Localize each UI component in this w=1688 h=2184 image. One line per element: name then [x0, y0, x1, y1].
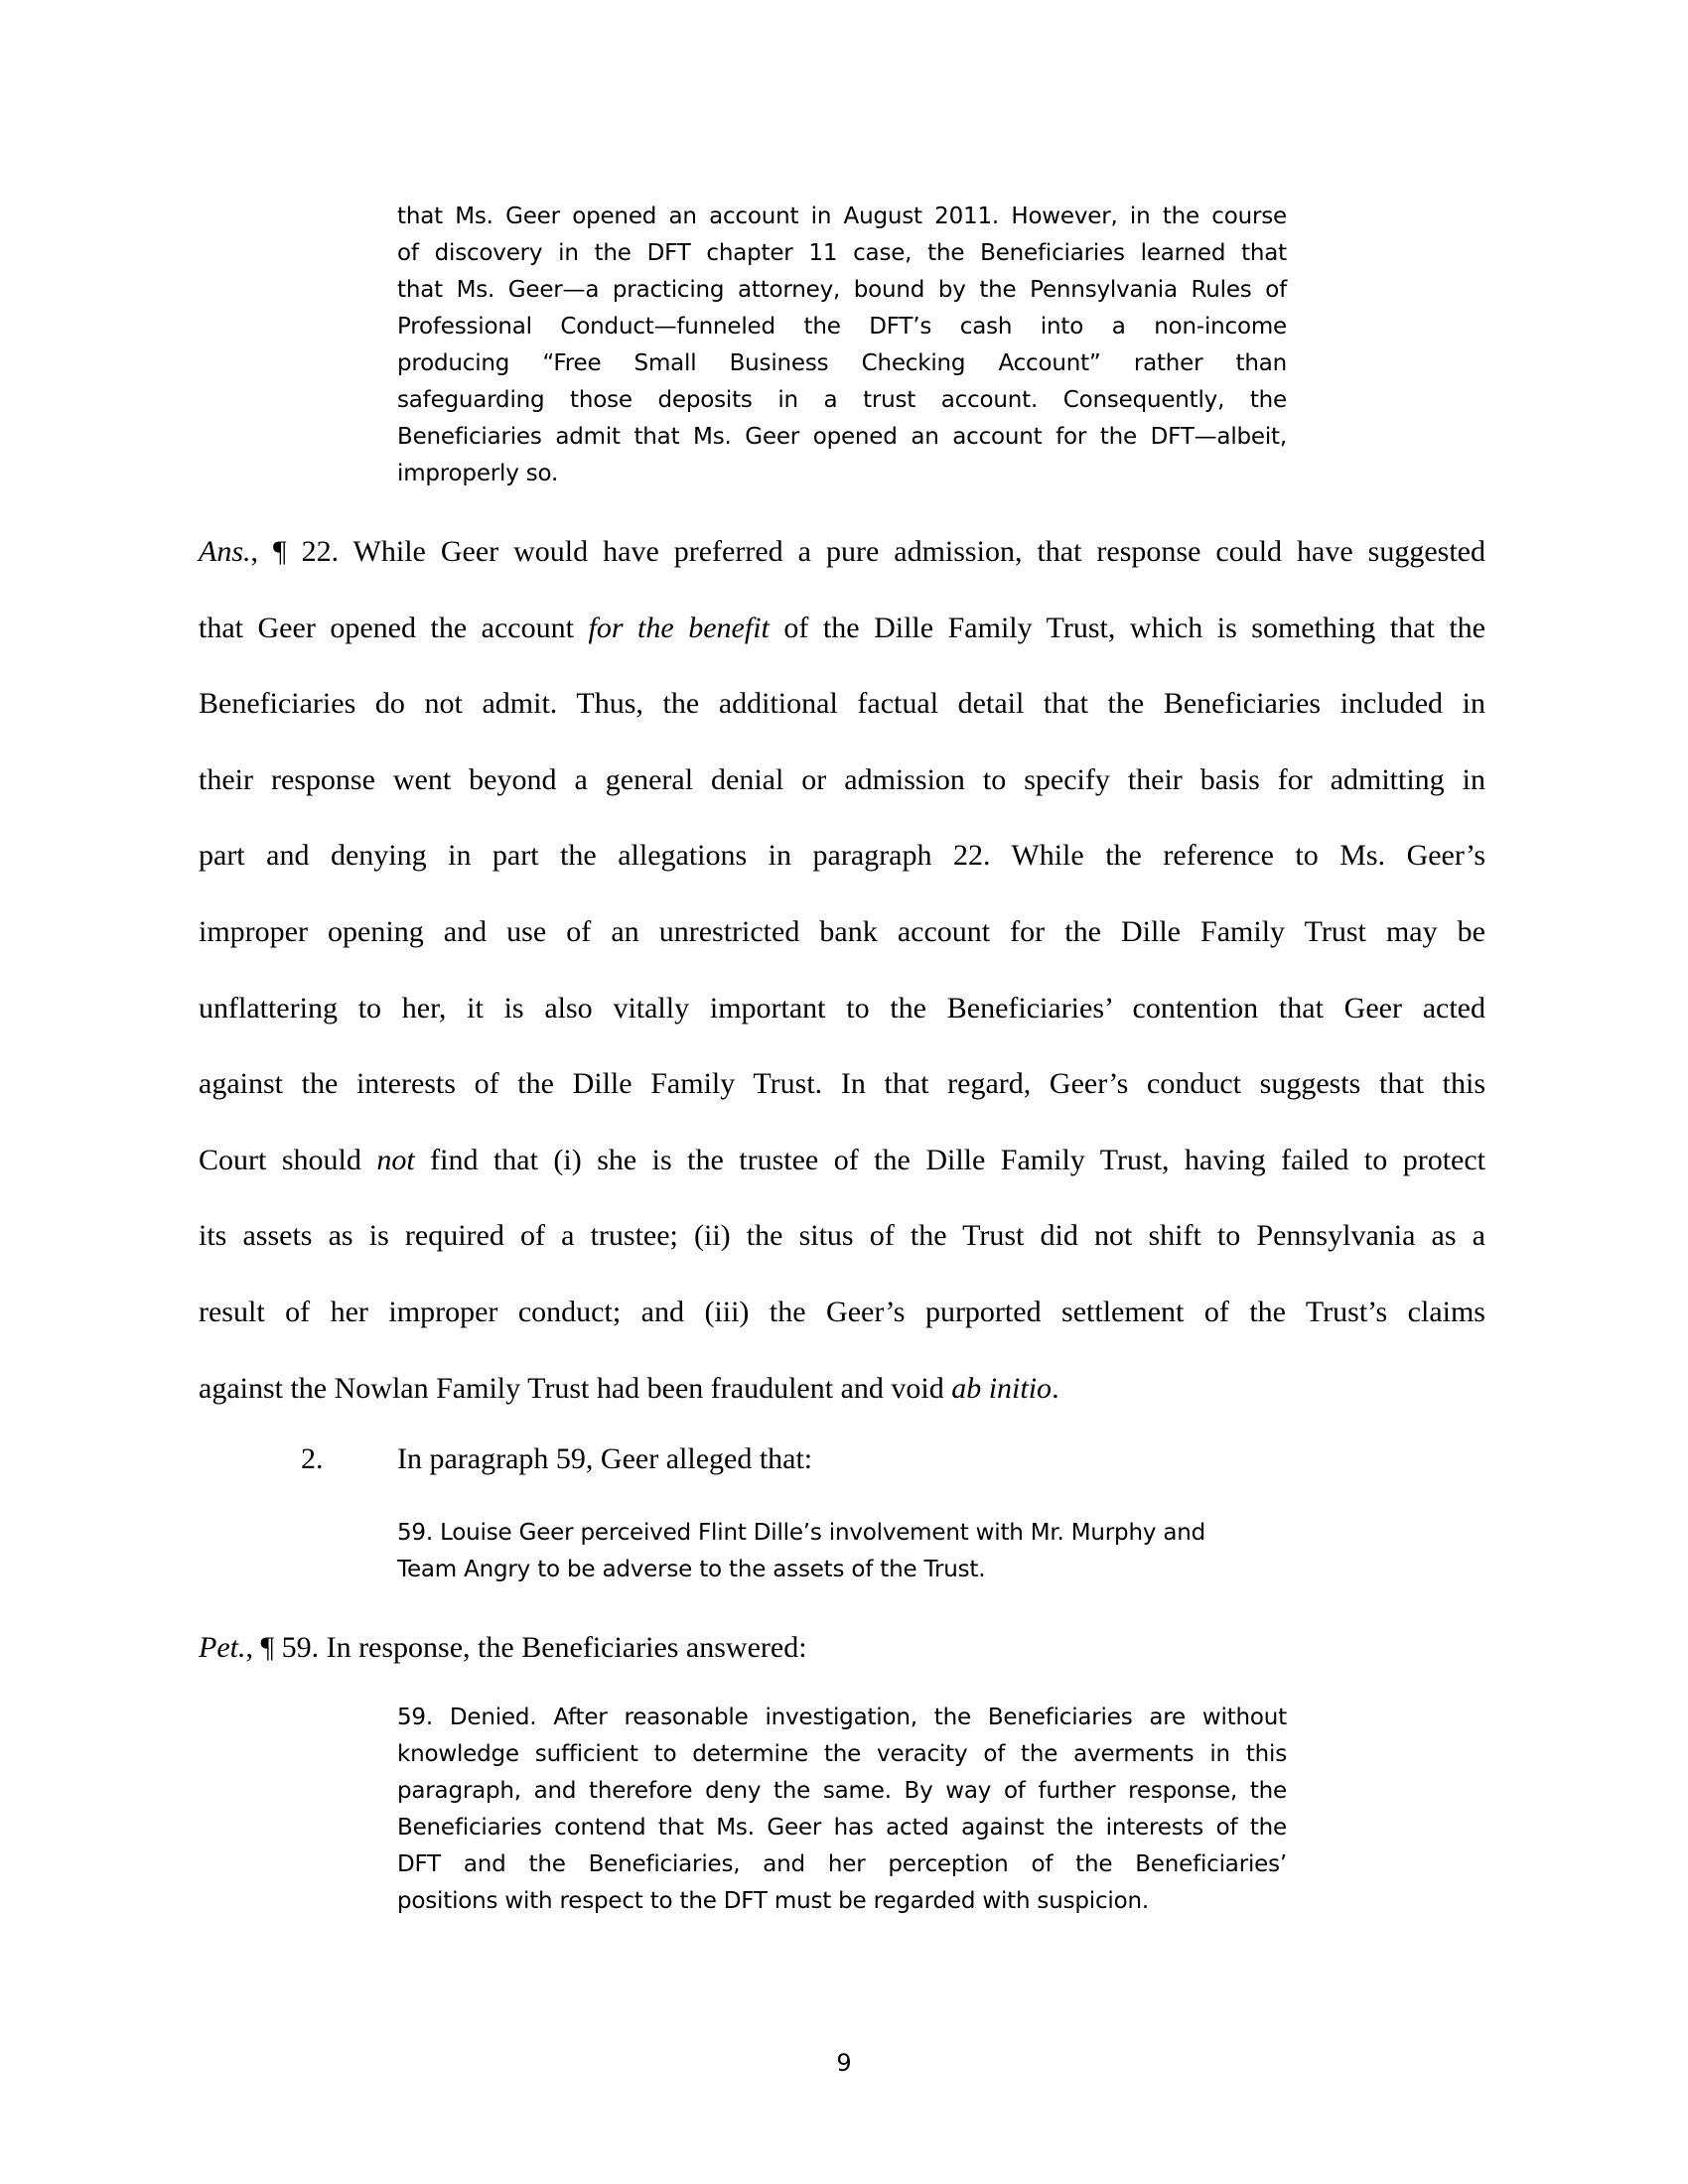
- citation: Ans.: [199, 535, 251, 568]
- block-quote-petition-59: [397, 1515, 1287, 1588]
- paragraph-line: Beneficiaries do not admit. Thus, the additional factual detail that the Beneficiaries included in: [199, 687, 1485, 721]
- numbered-paragraph-2: [301, 1439, 812, 1479]
- paragraph-number: 2.: [301, 1442, 324, 1475]
- quote-line: Professional Conduct—funneled the DFT’s cash into a non-income: [397, 314, 1287, 340]
- quote-line: paragraph, and therefore deny the same. By way of further response, the: [397, 1778, 1287, 1804]
- paragraph-line: against the interests of the Dille Family Trust. In that regard, Geer’s conduct suggests that this: [199, 1067, 1485, 1101]
- emphasis: not: [376, 1143, 415, 1176]
- body-paragraph-pet: Pet., ¶ 59. In response, the Beneficiaries answered:: [199, 1631, 807, 1664]
- paragraph-text: In paragraph 59, Geer alleged that:: [397, 1442, 813, 1475]
- quote-line: safeguarding those deposits in a trust account. Consequently, the: [397, 387, 1287, 413]
- body-paragraph: [199, 514, 1485, 1427]
- emphasis: for the benefit: [588, 611, 770, 644]
- quote-line: that Ms. Geer opened an account in August 2011. However, in the course: [397, 204, 1287, 229]
- quote-line: that Ms. Geer—a practicing attorney, bound by the Pennsylvania Rules of: [397, 277, 1287, 303]
- quote-line: improperly so.: [397, 461, 559, 486]
- quote-line: positions with respect to the DFT must be regarded with suspicion.: [397, 1888, 1149, 1914]
- page-number: 9: [836, 2049, 852, 2077]
- block-quote-answer-22: [397, 199, 1287, 492]
- paragraph-line: improper opening and use of an unrestricted bank account for the Dille Family Trust may be: [199, 914, 1485, 948]
- paragraph-line: its assets as is required of a trustee; (ii) the situs of the Trust did not shift to Pennsylvania as a: [199, 1219, 1485, 1253]
- paragraph-line: their response went beyond a general denial or admission to specify their basis for admitting in: [199, 762, 1485, 796]
- paragraph-line: Court should not find that (i) she is the trustee of the Dille Family Trust, having failed to protect: [199, 1143, 1485, 1176]
- quote-line: 59. Denied. After reasonable investigation, the Beneficiaries are without: [397, 1705, 1287, 1730]
- paragraph-line: result of her improper conduct; and (iii) the Geer’s purported settlement of the Trust’s claims: [199, 1295, 1485, 1328]
- quote-line: of discovery in the DFT chapter 11 case, the Beneficiaries learned that: [397, 240, 1287, 266]
- quote-line: DFT and the Beneficiaries, and her perception of the Beneficiaries’: [397, 1851, 1287, 1877]
- paragraph-line: against the Nowlan Family Trust had been fraudulent and void ab initio.: [199, 1371, 1059, 1405]
- quote-line: Beneficiaries contend that Ms. Geer has acted against the interests of the: [397, 1815, 1287, 1841]
- paragraph-line: unflattering to her, it is also vitally important to the Beneficiaries’ contention that Geer acted: [199, 991, 1485, 1024]
- block-quote-answer-59: [397, 1700, 1287, 1920]
- paragraph-line: Ans., ¶ 22. While Geer would have preferred a pure admission, that response could have suggested: [199, 535, 1485, 568]
- quote-line: producing “Free Small Business Checking Account” rather than: [397, 350, 1287, 376]
- emphasis: ab initio: [951, 1371, 1053, 1405]
- citation: Pet.: [199, 1631, 246, 1664]
- quote-line: Beneficiaries admit that Ms. Geer opened an account for the DFT—albeit,: [397, 424, 1287, 450]
- paragraph-line: that Geer opened the account for the benefit of the Dille Family Trust, which is something that the: [199, 611, 1485, 644]
- quote-line: Team Angry to be adverse to the assets of the Trust.: [397, 1557, 986, 1582]
- quote-line: knowledge sufficient to determine the veracity of the averments in this: [397, 1741, 1287, 1767]
- paragraph-line: part and denying in part the allegations in paragraph 22. While the reference to Ms. Geer’s: [199, 839, 1485, 873]
- quote-line: 59. Louise Geer perceived Flint Dille’s involvement with Mr. Murphy and: [397, 1520, 1206, 1546]
